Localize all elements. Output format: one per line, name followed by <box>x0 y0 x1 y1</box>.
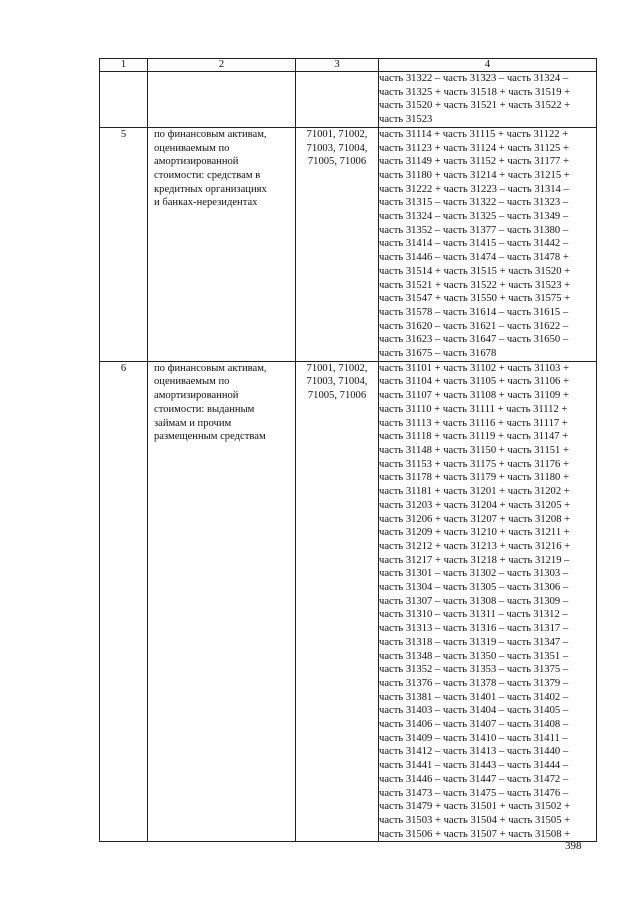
header-cell-2: 2 <box>148 59 296 72</box>
row-number-cell: 5 <box>100 127 148 361</box>
formula-cell-line: часть 31318 – часть 31319 – часть 31347 – <box>379 636 569 648</box>
formula-cell-line: часть 31206 + часть 31207 + часть 31208 + <box>379 513 571 525</box>
formula-cell-line: часть 31403 – часть 31404 – часть 31405 – <box>379 705 569 717</box>
codes-cell-line: 71005, 71006 <box>307 156 367 168</box>
description-cell-line: амортизированной <box>154 156 239 168</box>
formula-cell-line: часть 31473 – часть 31475 – часть 31476 – <box>379 787 569 799</box>
formula-cell-line: часть 31310 – часть 31311 – часть 31312 – <box>379 609 568 621</box>
formula-cell-line: часть 31149 + часть 31152 + часть 31177 + <box>379 156 569 168</box>
formula-cell-line: часть 31104 + часть 31105 + часть 31106 + <box>379 376 569 388</box>
table-row <box>100 72 597 128</box>
formula-cell-line: часть 31301 – часть 31302 – часть 31303 – <box>379 568 569 580</box>
formula-cell-line: часть 31307 – часть 31308 – часть 31309 – <box>379 595 569 607</box>
formula-cell-line: часть 31503 + часть 31504 + часть 31505 + <box>379 814 571 826</box>
formula-cell-line: часть 31620 – часть 31621 – часть 31622 – <box>379 320 569 332</box>
formula-cell-line: часть 31352 – часть 31353 – часть 31375 – <box>379 664 569 676</box>
formula-cell-line: часть 31313 – часть 31316 – часть 31317 – <box>379 623 569 635</box>
codes-cell-line: 71001, 71002, <box>306 362 368 374</box>
table-header-row <box>100 59 597 72</box>
formula-cell-line: часть 31623 – часть 31647 – часть 31650 – <box>379 334 569 346</box>
row-number-cell <box>100 72 148 128</box>
formula-cell-line: часть 31381 – часть 31401 – часть 31402 – <box>379 691 569 703</box>
formula-cell-line: часть 31324 – часть 31325 – часть 31349 – <box>379 211 569 223</box>
formula-cell-line: часть 31304 – часть 31305 – часть 31306 – <box>379 582 569 594</box>
formula-cell-line: часть 31209 + часть 31210 + часть 31211 + <box>379 527 570 539</box>
formula-cell-line: часть 31322 – часть 31323 – часть 31324 – <box>379 73 569 84</box>
description-cell-line: амортизированной <box>154 390 239 402</box>
description-cell-line: оцениваемым по <box>154 142 230 154</box>
description-cell-line: кредитных организациях <box>154 183 267 195</box>
formula-cell-line: часть 31414 – часть 31415 – часть 31442 – <box>379 238 569 250</box>
description-cell <box>148 72 296 128</box>
table-row <box>100 127 597 361</box>
data-table <box>99 58 597 842</box>
formula-cell-line: часть 31412 – часть 31413 – часть 31440 – <box>379 746 569 758</box>
formula-cell-line: часть 31118 + часть 31119 + часть 31147 + <box>379 431 569 443</box>
header-cell-1: 1 <box>100 59 148 72</box>
formula-cell <box>379 361 597 842</box>
row-number-cell: 6 <box>100 361 148 842</box>
formula-cell-line: часть 31578 – часть 31614 – часть 31615 – <box>379 306 569 318</box>
description-cell-line: стоимости: средствам в <box>154 169 261 181</box>
formula-cell-line: часть 31521 + часть 31522 + часть 31523 + <box>379 279 571 291</box>
formula-cell-line: часть 31123 + часть 31124 + часть 31125 + <box>379 142 569 154</box>
header-cell-4: 4 <box>379 59 597 72</box>
formula-cell-line: часть 31107 + часть 31108 + часть 31109 + <box>379 390 569 402</box>
formula-cell-line: часть 31520 + часть 31521 + часть 31522 + <box>379 100 571 112</box>
formula-cell-line: часть 31348 – часть 31350 – часть 31351 – <box>379 650 569 662</box>
formula-cell-line: часть 31110 + часть 31111 + часть 31112 + <box>379 403 568 415</box>
description-cell-line: займам и прочим <box>154 417 232 429</box>
formula-cell-line: часть 31446 – часть 31447 – часть 31472 – <box>379 773 569 785</box>
codes-cell-line: 71005, 71006 <box>307 390 367 402</box>
formula-cell-line: часть 31441 – часть 31443 – часть 31444 – <box>379 760 569 772</box>
description-cell-line: по финансовым активам, <box>154 128 267 140</box>
formula-cell-line: часть 31446 – часть 31474 – часть 31478 + <box>379 252 569 264</box>
formula-cell-line: часть 31178 + часть 31179 + часть 31180 + <box>379 472 569 484</box>
formula-cell <box>379 72 597 128</box>
formula-cell-line: часть 31153 + часть 31175 + часть 31176 + <box>379 458 569 470</box>
codes-cell-line: 71001, 71002, <box>306 128 368 140</box>
codes-cell <box>296 72 379 128</box>
codes-cell <box>296 361 379 842</box>
description-cell <box>148 361 296 842</box>
description-cell <box>148 127 296 361</box>
description-cell-line: размещенным средствам <box>154 431 266 443</box>
formula-cell-line: часть 31315 – часть 31322 – часть 31323 – <box>379 197 569 209</box>
formula-cell-line: часть 31376 – часть 31378 – часть 31379 – <box>379 677 569 689</box>
codes-cell-line: 71003, 71004, <box>306 376 368 388</box>
header-cell-3: 3 <box>296 59 379 72</box>
formula-cell-line: часть 31479 + часть 31501 + часть 31502 + <box>379 801 571 813</box>
description-cell-line: по финансовым активам, <box>154 362 267 374</box>
formula-cell-line: часть 31409 – часть 31410 – часть 31411 – <box>379 732 568 744</box>
formula-cell-line: часть 31180 + часть 31214 + часть 31215 + <box>379 169 570 181</box>
formula-cell-line: часть 31506 + часть 31507 + часть 31508 + <box>379 828 571 840</box>
formula-cell-line: часть 31148 + часть 31150 + часть 31151 + <box>379 444 569 456</box>
formula-cell-line: часть 31113 + часть 31116 + часть 31117 + <box>379 417 568 429</box>
formula-cell-line: часть 31114 + часть 31115 + часть 31122 + <box>379 128 569 140</box>
formula-cell-line: часть 31217 + часть 31218 + часть 31219 – <box>379 554 570 566</box>
formula-cell <box>379 127 597 361</box>
formula-cell-line: часть 31325 + часть 31518 + часть 31519 + <box>379 86 571 98</box>
formula-cell-line: часть 31352 – часть 31377 – часть 31380 – <box>379 224 569 236</box>
formula-cell-line: часть 31181 + часть 31201 + часть 31202 + <box>379 486 570 498</box>
formula-cell-line: часть 31547 + часть 31550 + часть 31575 + <box>379 293 571 305</box>
description-cell-line: оцениваемым по <box>154 376 230 388</box>
description-cell-line: и банках-нерезидентах <box>154 197 258 209</box>
formula-cell-line: часть 31212 + часть 31213 + часть 31216 + <box>379 540 571 552</box>
page-number: 398 <box>565 840 582 852</box>
codes-cell <box>296 127 379 361</box>
formula-cell-line: часть 31523 <box>379 114 433 126</box>
formula-cell-line: часть 31101 + часть 31102 + часть 31103 + <box>379 362 569 374</box>
formula-cell-line: часть 31203 + часть 31204 + часть 31205 + <box>379 499 571 511</box>
formula-cell-line: часть 31675 – часть 31678 <box>379 348 497 360</box>
formula-cell-line: часть 31222 + часть 31223 – часть 31314 – <box>379 183 569 195</box>
formula-cell-line: часть 31514 + часть 31515 + часть 31520 + <box>379 265 571 277</box>
codes-cell-line: 71003, 71004, <box>306 142 368 154</box>
formula-cell-line: часть 31406 – часть 31407 – часть 31408 – <box>379 719 569 731</box>
table-row <box>100 361 597 842</box>
description-cell-line: стоимости: выданным <box>154 403 255 415</box>
